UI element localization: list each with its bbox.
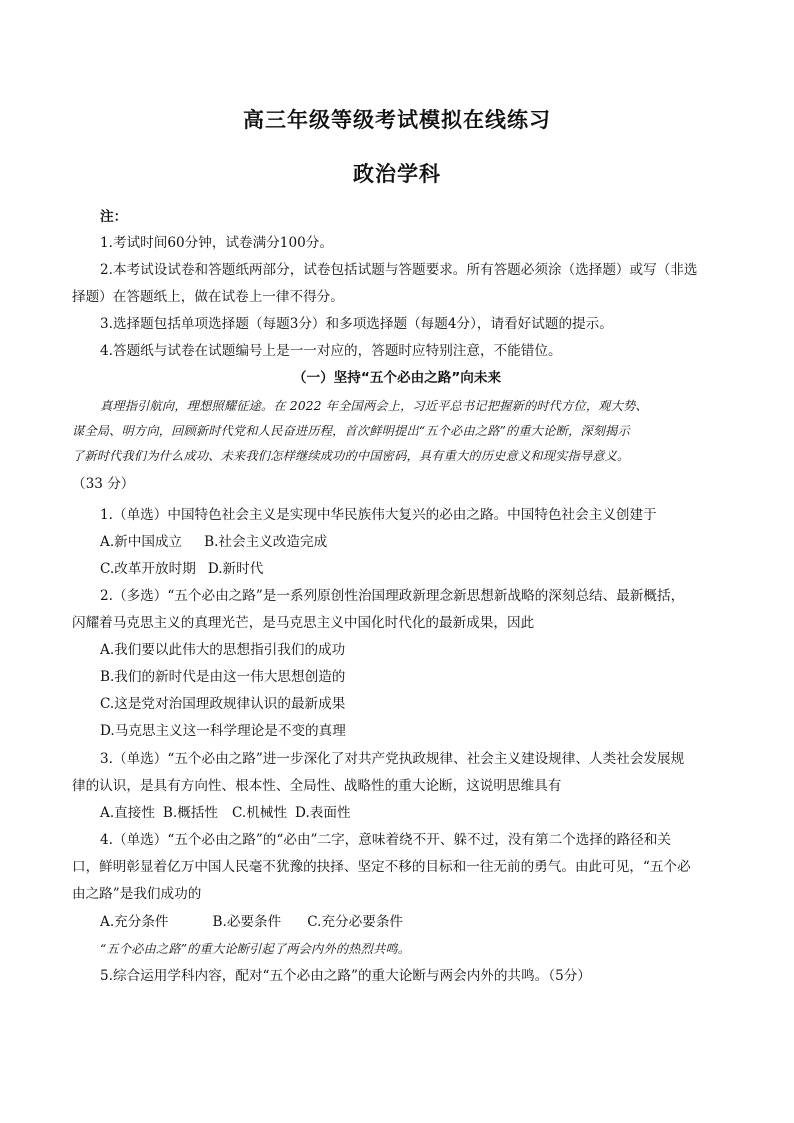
section-score: （33 分） bbox=[72, 476, 135, 492]
question-4-options bbox=[100, 913, 750, 931]
option-1b: B.社会主义改造完成 bbox=[204, 534, 328, 550]
subject-title: 政治学科 bbox=[353, 162, 441, 186]
passage-line-1: 真理指引航向，理想照耀征途。在 2022 年全国两会上，习近平总书记把握新的时代方位，观大势、 bbox=[100, 399, 648, 413]
question-1-options-cd bbox=[100, 560, 750, 578]
passage-line-3: 了新时代我们为什么成功、未来我们怎样继续成功的中国密码，具有重大的历史意义和现实指导意义。 bbox=[72, 449, 630, 463]
passage-line-2: 谋全局、明方向，回顾新时代党和人民奋进历程，首次鲜明提出“五个必由之路”的重大论断，深刻揭示 bbox=[72, 424, 630, 438]
note-item-3: 3.选择题包括单项选择题（每题3分）和多项选择题（每题4分），请看好试题的提示。 bbox=[100, 316, 613, 332]
option-4c: C.充分必要条件 bbox=[307, 914, 404, 930]
option-3a: A.直接性 bbox=[100, 805, 155, 821]
option-2a: A.我们要以此伟大的思想指引我们的成功 bbox=[100, 642, 346, 658]
option-3c: C.机械性 bbox=[232, 805, 288, 821]
note-item-4: 4.答题纸与试卷在试题编号上是一一对应的，答题时应特别注意，不能错位。 bbox=[100, 343, 562, 359]
option-3b: B.概括性 bbox=[162, 805, 219, 821]
note-item-1: 1.考试时间60分钟，试卷满分100分。 bbox=[100, 235, 333, 251]
note-item-2-line-2: 择题）在答题纸上，做在试卷上一律不得分。 bbox=[72, 289, 344, 305]
question-5: 5.综合运用学科内容，配对“五个必由之路”的重大论断与两会内外的共鸣。（5分） bbox=[100, 968, 591, 984]
question-3-options bbox=[100, 804, 750, 822]
option-4a: A.充分条件 bbox=[100, 914, 169, 930]
question-4-line-2: 口，鲜明彰显着亿万中国人民毫不犹豫的抉择、坚定不移的目标和一往无前的勇气。由此可见，“五个必 bbox=[72, 859, 691, 875]
question-1-options-ab bbox=[100, 533, 750, 551]
passage-2: “五个必由之路”的重大论断引起了两会内外的热烈共鸣。 bbox=[100, 942, 411, 956]
option-4b: B.必要条件 bbox=[212, 914, 282, 930]
question-4-line-1: 4.（单选）“五个必由之路”的“必由”二字，意味着绕不开、躲不过，没有第二个选择的路径和关 bbox=[100, 832, 671, 848]
question-4-line-3: 由之路”是我们成功的 bbox=[72, 886, 202, 902]
option-2b: B.我们的新时代是由这一伟大思想创造的 bbox=[100, 669, 346, 685]
question-2-line-1: 2.（多选）“五个必由之路”是一系列原创性治国理政新理念新思想新战略的深刻总结、最新概括， bbox=[100, 588, 685, 604]
option-2d: D.马克思主义这一科学理论是不变的真理 bbox=[100, 723, 346, 739]
question-2-line-2: 闪耀着马克思主义的真理光芒，是马克思主义中国化时代化的最新成果，因此 bbox=[72, 615, 535, 631]
question-1-stem: 1.（单选）中国特色社会主义是实现中华民族伟大复兴的必由之路。中国特色社会主义创建于 bbox=[100, 507, 657, 523]
question-3-line-1: 3.（单选）“五个必由之路”进一步深化了对共产党执政规律、社会主义建设规律、人类社会发展规 bbox=[100, 751, 685, 767]
notes-heading: 注： bbox=[100, 209, 128, 225]
exam-title: 高三年级等级考试模拟在线练习 bbox=[243, 108, 551, 132]
question-3-line-2: 律的认识，是具有方向性、根本性、全局性、战略性的重大论断，这说明思维具有 bbox=[72, 778, 562, 794]
note-item-2-line-1: 2.本考试设试卷和答题纸两部分，试卷包括试题与答题要求。所有答题必须涂（选择题）或写（非选 bbox=[100, 262, 698, 278]
option-1a: A.新中国成立 bbox=[100, 534, 183, 550]
section-heading: （一）坚持“五个必由之路”向未来 bbox=[292, 370, 502, 386]
option-1c: C.改革开放时期 bbox=[100, 561, 196, 577]
option-1d: D.新时代 bbox=[207, 561, 264, 577]
option-3d: D.表面性 bbox=[295, 805, 351, 821]
option-2c: C.这是党对治国理政规律认识的最新成果 bbox=[100, 696, 346, 712]
